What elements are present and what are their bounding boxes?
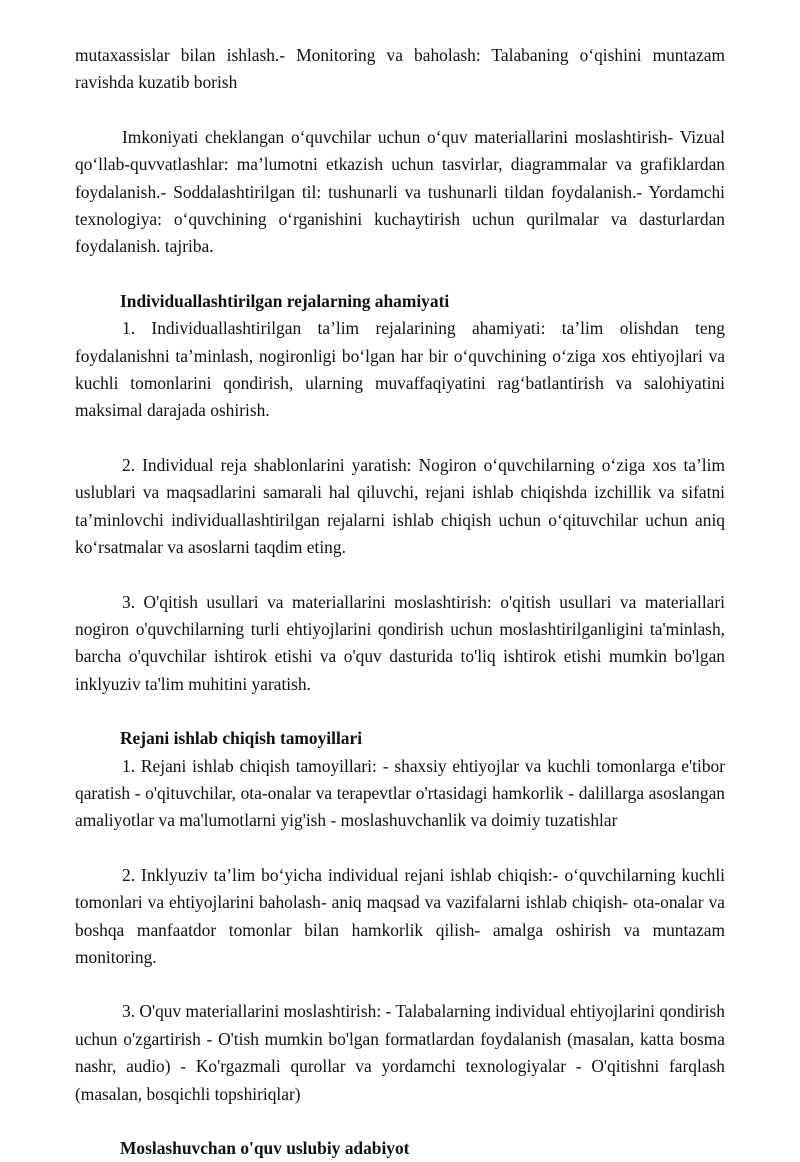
section-heading-principles: Rejani ishlab chiqish tamoyillari [120, 728, 363, 749]
section-heading-literature: Moslashuvchan o'quv uslubiy adabiyot [120, 1138, 410, 1158]
paragraph-principles-3: 3. O'quv materiallarini moslashtirish: - Talabalarning individual ehtiyojlarini qondirish uchun o'zgartirish - O'tish mumkin bo'lgan formatlardan foydalanish (masalan, katta bosma nashr, audio) - Ko'rgazmali qurollar va yordamchi texnologiyalar - O'qitishni farqlash (masalan, bosqichli topshiriqlar) [75, 1001, 725, 1104]
paragraph-principles-1: 1. Rejani ishlab chiqish tamoyillari: - shaxsiy ehtiyojlar va kuchli tomonlarga e'tibor qaratish - o'qituvchilar, ota-onalar va terapevtlar o'rtasidagi hamkorlik - dalillarga asoslangan amaliyotlar va ma'lumotlarni yig'ish - moslashuvchanlik va doimiy tuzatishlar [75, 755, 725, 831]
paragraph-principles-2: 2. Inklyuziv ta’lim bo‘yicha individual rejani ishlab chiqish:- o‘quvchilarning kuchli tomonlari va ehtiyojlarini baholash- aniq maqsad va vazifalarni ishlab chiqish- ota-onalar va boshqa manfaatdor tomonlar bilan hamkorlik qilish- amalga oshirish va muntazam monitoring. [75, 864, 725, 967]
paragraph-material-adaptation: Imkoniyati cheklangan o‘quvchilar uchun o‘quv materiallarini moslashtirish- Vizual qo‘llab-quvvatlashlar: ma’lumotni etkazish uchun tasvirlar, diagrammalar va grafiklardan foydalanish.- Soddalashtirilgan til: tushunarli va tushunarli tildan foydalanish.- Yordamchi texnologiya: o‘quvchining o‘rganishini kuchaytirish uchun qurilmalar va dasturlardan foydalanish. tajriba. [75, 126, 725, 257]
paragraph-importance-1: 1. Individuallashtirilgan ta’lim rejalarining ahamiyati: ta’lim olishdan teng foydalanishni ta’minlash, nogironligi bo‘lgan har bir o‘quvchining o‘ziga xos ehtiyojlari va kuchli tomonlarini qondirish, ularning muvaffaqiyatini rag‘batlantirish va salohiyatini maksimal darajada oshirish. [75, 318, 725, 421]
paragraph-continuation: mutaxassislar bilan ishlash.- Monitoring va baholash: Talabaning o‘qishini muntazam ravishda kuzatib borish [75, 45, 725, 93]
paragraph-importance-2: 2. Individual reja shablonlarini yaratish: Nogiron o‘quvchilarning o‘ziga xos ta’lim uslublari va maqsadlarini samarali hal qiluvchi, rejani ishlab chiqishda izchillik va sifatni ta’minlovchi individuallashtirilgan rejalarni ishlab chiqish uchun o‘qituvchilar uchun aniq ko‘rsatmalar va asoslarni taqdim eting. [75, 454, 725, 558]
paragraph-importance-3: 3. O'qitish usullari va materiallarini moslashtirish: o'qitish usullari va materiallari nogiron o'quvchilarning turli ehtiyojlarini qondirish uchun moslashtirilganligini ta'minlash, barcha o'quvchilar ishtirok etishi va o'quv dasturida to'liq ishtirok etishi mumkin bo'lgan inklyuziv ta'lim muhitini yaratish. [75, 591, 725, 694]
section-heading-importance: Individuallashtirilgan rejalarning ahamiyati [120, 290, 450, 311]
